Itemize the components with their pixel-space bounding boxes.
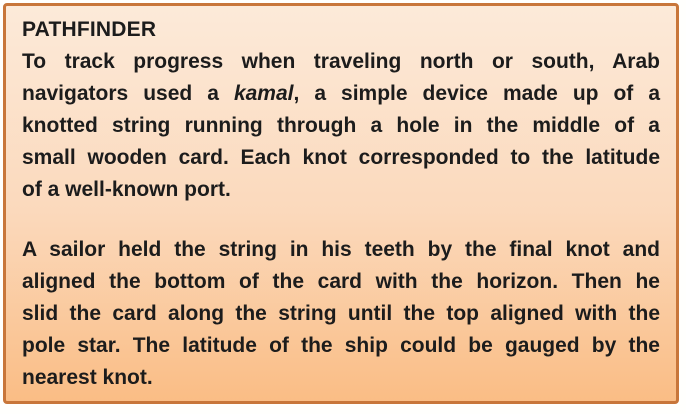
paragraph-kamal-description: [22, 46, 660, 206]
text-line: [22, 78, 660, 110]
pathfinder-textbox: [3, 3, 679, 404]
panel-title: PATHFINDER: [22, 18, 157, 41]
text-line: small wooden card. Each knot corresponded to the latitude: [22, 146, 660, 169]
text-line: A sailor held the string in his teeth by the final knot and: [22, 238, 660, 261]
text-line: slid the card along the string until the top aligned with the: [22, 302, 660, 325]
text-line: knotted string running through a hole in the middle of a: [22, 114, 660, 137]
text-line: of a well-known port.: [22, 178, 231, 201]
text-line: To track progress when traveling north or south, Arab: [22, 50, 660, 73]
text-segment: , a simple device made up of a: [293, 82, 660, 105]
text-line: nearest knot.: [22, 366, 153, 389]
paragraph-sailor-method: [22, 234, 660, 394]
text-line: aligned the bottom of the card with the horizon. Then he: [22, 270, 660, 293]
italic-term-kamal: kamal: [233, 82, 294, 105]
text-line: pole star. The latitude of the ship could be gauged by the: [22, 334, 660, 357]
text-segment: navigators used a: [22, 82, 234, 105]
